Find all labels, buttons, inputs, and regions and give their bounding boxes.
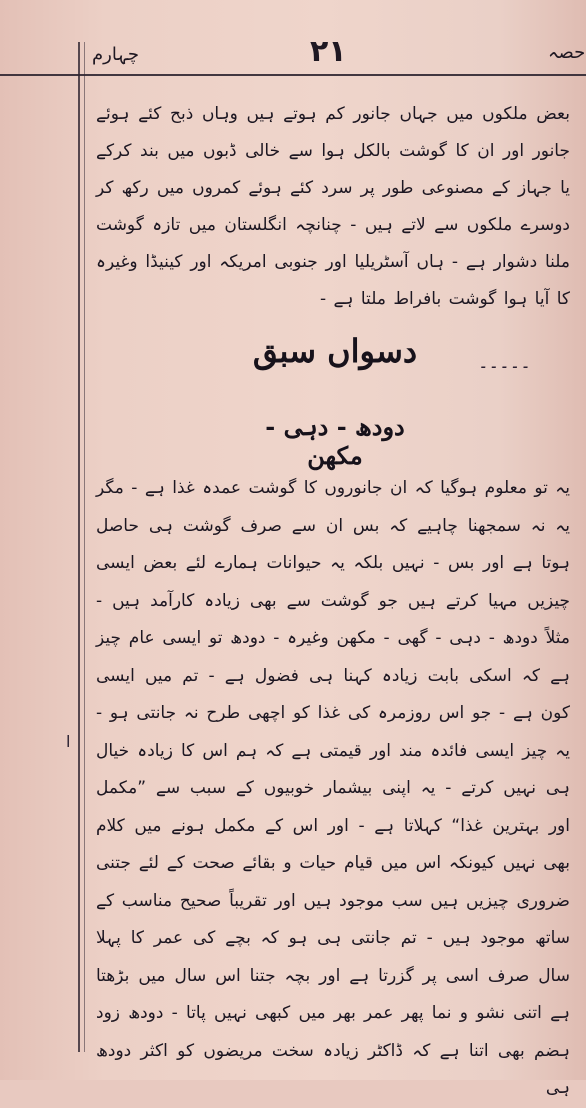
paragraph-meat-import: بعض ملکوں میں جہاں جانور کم ہوتے ہیں وہاں ذبح کئے ہوئے جانور اور ان کا گوشت بالکل ہوا سے خالی ڈبوں میں بند کرکے یا جہاز کے مصنوعی طور پر سرد کئے ہوئے کمروں میں رکھ کر دوسرے ملکوں سے لاتے ہیں - چنانچہ انگلستان میں تازہ گوشت ملنا دشوار ہے - ہاں آسٹریلیا اور جنوبی امریکہ اور کینیڈا وغیرہ کا آیا ہوا گوشت بافراط ملتا ہے - <box>96 104 570 309</box>
margin-rule-vertical-inner <box>84 42 85 1052</box>
header-rule <box>0 74 586 76</box>
header-section-label: حصہ <box>548 42 586 63</box>
ornament-dashes: ۔۔۔۔۔ <box>478 352 531 373</box>
margin-mark: ا <box>66 732 71 751</box>
header-part-label: چہارم <box>92 44 139 65</box>
page-number: ۲۱ <box>310 34 347 69</box>
paragraph-milk: یہ تو معلوم ہوگیا کہ ان جانوروں کا گوشت عمدہ غذا ہے - مگر یہ نہ سمجھنا چاہیے کہ بس ان سے صرف گوشت ہی حاصل ہوتا ہے اور بس - نہیں بلکہ یہ حیوانات ہمارے لئے بعض ایسی چیزیں مہیا کرتے ہیں جو گوشت سے بھی زیادہ کارآمد ہیں - مثلاً دودھ - دہی - گھی - مکھن وغیرہ - دودھ تو ایسی عام چیز ہے کہ اسکی بابت زیادہ کہنا ہی فضول ہے - تم میں ایسی کون ہے - جو اس روزمرہ کی غذا کو اچھی طرح نہ جانتی ہو - یہ چیز ایسی فائدہ مند اور قیمتی ہے کہ ہم اس کا زیادہ خیال ہی نہیں کرتے - یہ اپنی بیشمار خوبیوں کے سبب سے ”مکمل اور بہترین غذا“ کہلاتا ہے - اور اس کے مکمل ہونے میں کلام بھی نہیں کیونکہ اس میں قیام حیات و بقائے صحت کے لئے جتنی ضروری چیزیں ہیں سب موجود ہیں اور تقریباً صحیح مناسب کے ساتھ موجود ہیں - تم جانتی ہی ہو کہ بچے کی عمر کا پہلا سال صرف اسی پر گزرتا ہے اور بچہ جتنا اس سال میں بڑھتا ہے اتنی نشو و نما پھر عمر بھر میں کبھی نہیں پاتا - دودھ زود ہضم بھی اتنا ہے کہ ڈاکٹر زیادہ سخت مریضوں کو اکثر دودھ ہی <box>96 478 570 1098</box>
lesson-subtitle: دودھ - دہی - مکھن <box>265 412 405 470</box>
margin-rule-vertical <box>78 42 80 1052</box>
lesson-title: دسواں سبق <box>252 332 418 370</box>
